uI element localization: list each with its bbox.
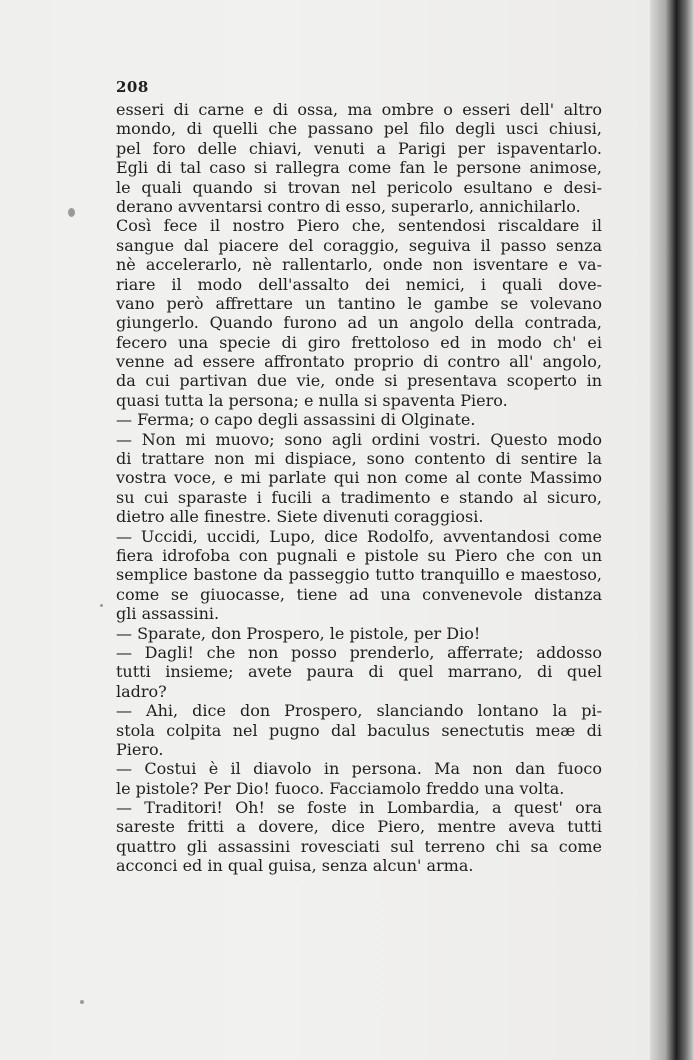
- text-line: giungerlo. Quando furono ad un angolo della contrada,: [116, 313, 602, 333]
- text-line: venne ad essere affrontato proprio di contro all' angolo,: [116, 352, 602, 372]
- text-line: le quali quando si trovan nel pericolo esultano e desi-: [116, 177, 602, 197]
- text-line: di trattare non mi dispiace, sono contento di sentire la: [116, 449, 602, 469]
- text-line: vostra voce, e mi parlate qui non come al conte Massimo: [116, 468, 602, 488]
- text-line: pel foro delle chiavi, venuti a Parigi per ispaventarlo.: [116, 138, 602, 158]
- text-line: gli assassini.: [116, 604, 220, 624]
- text-line: — Sparate, don Prospero, le pistole, per Dio!: [116, 623, 481, 643]
- text-line: — Traditori! Oh! se foste in Lombardia, a quest' ora: [116, 798, 602, 818]
- text-line: come se giuocasse, tiene ad una convenevole distanza: [116, 584, 602, 604]
- text-line: acconci ed in qual guisa, senza alcun' arma.: [116, 856, 474, 876]
- text-line: Così fece il nostro Piero che, sentendosi riscaldare il: [116, 216, 602, 236]
- text-line: semplice bastone da passeggio tutto tranquillo e maestoso,: [116, 565, 602, 585]
- text-line: — Ferma; o capo degli assassini di Olginate.: [116, 410, 476, 430]
- text-line: da cui partivan due vie, onde si presentava scoperto in: [116, 371, 602, 391]
- text-line: fecero una specie di giro frettoloso ed in modo ch' ei: [116, 332, 602, 352]
- text-line: ladro?: [116, 681, 167, 701]
- text-line: — Non mi muovo; sono agli ordini vostri. Questo modo: [116, 429, 602, 449]
- text-line: derano avventarsi contro di esso, superarlo, annichilarlo.: [116, 196, 581, 216]
- text-line: — Uccidi, uccidi, Lupo, dice Rodolfo, avventandosi come: [116, 526, 602, 546]
- text-line: — Dagli! che non posso prenderlo, afferrate; addosso: [116, 642, 602, 662]
- text-line: — Ahi, dice don Prospero, slanciando lontano la pi-: [116, 701, 602, 721]
- text-line: le pistole? Per Dio! fuoco. Facciamolo freddo una volta.: [116, 778, 565, 798]
- text-line: Piero.: [116, 739, 164, 759]
- text-line: su cui sparaste i fucili a tradimento e stando al sicuro,: [116, 487, 602, 507]
- paper-speck: [80, 1000, 84, 1004]
- text-line: riare il modo dell'assalto dei nemici, i quali dove-: [116, 274, 602, 294]
- text-line: quattro gli assassini rovesciati sul terreno chi sa come: [116, 836, 602, 856]
- text-line: esseri di carne e di ossa, ma ombre o esseri dell' altro: [116, 100, 602, 119]
- text-line: nè accelerarlo, nè rallentarlo, onde non isventare e va-: [116, 255, 602, 275]
- text-line: Egli di tal caso si rallegra come fan le persone animose,: [116, 158, 602, 178]
- body-text: [116, 100, 602, 876]
- text-line: mondo, di quelli che passano pel filo degli usci chiusi,: [116, 119, 602, 139]
- book-spine-shadow: [650, 0, 694, 1060]
- text-line: — Costui è il diavolo in persona. Ma non dan fuoco: [116, 759, 602, 779]
- text-line: sareste fritti a dovere, dice Piero, mentre aveva tutti: [116, 817, 602, 837]
- text-line: sangue dal piacere del coraggio, seguiva il passo senza: [116, 235, 602, 255]
- page-number: 208: [116, 78, 149, 96]
- text-line: tutti insieme; avete paura di quel marrano, di quel: [116, 662, 602, 682]
- text-line: fiera idrofoba con pugnali e pistole su Piero che con un: [116, 545, 602, 565]
- text-line: vano però affrettare un tantino le gambe se volevano: [116, 293, 602, 313]
- text-line: stola colpita nel pugno dal baculus senectutis meæ di: [116, 720, 602, 740]
- text-line: dietro alle finestre. Siete divenuti coraggiosi.: [116, 507, 484, 527]
- paper-speck: [68, 208, 75, 217]
- text-line: quasi tutta la persona; e nulla si spaventa Piero.: [116, 390, 508, 410]
- paper-speck: [100, 604, 103, 607]
